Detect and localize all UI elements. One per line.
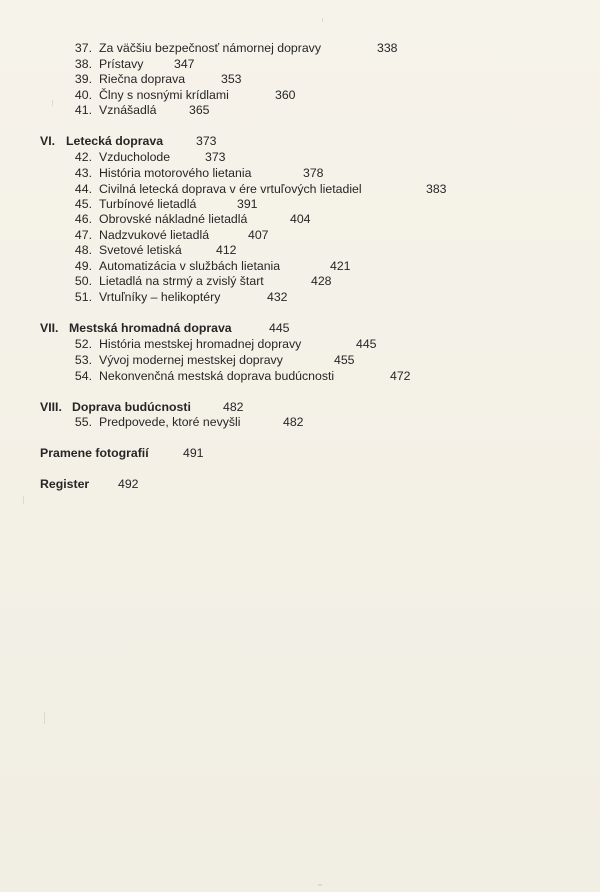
entry-number: 41.	[74, 103, 92, 117]
entry-title: Nekonvenčná mestská doprava budúcnosti	[99, 369, 335, 383]
entry-number: 55.	[74, 415, 92, 429]
entry-number: 53.	[74, 353, 92, 367]
entry-page-number: 347	[174, 57, 195, 71]
section-title: Mestská hromadná doprava	[69, 321, 232, 335]
entry-number: 44.	[74, 182, 92, 196]
entry-title: Lietadlá na strmý a zvislý štart	[99, 274, 264, 288]
back-matter-page-number: 492	[118, 477, 139, 491]
entry-page-number: 365	[189, 103, 210, 117]
section-page-number: 373	[196, 134, 217, 148]
paper-speck	[23, 496, 24, 504]
paper-speck	[44, 712, 45, 724]
entry-title: Predpovede, ktoré nevyšli	[99, 415, 241, 429]
entry-page-number: 472	[390, 369, 411, 383]
entry-page-number: 373	[205, 150, 226, 164]
section-page-number: 482	[223, 400, 244, 414]
entry-page-number: 407	[248, 228, 269, 242]
entry-title: História motorového lietania	[99, 166, 252, 180]
entry-page-number: 378	[303, 166, 324, 180]
entry-title: Turbínové lietadlá	[99, 197, 197, 211]
entry-title: Vrtuľníky – helikoptéry	[99, 290, 221, 304]
entry-number: 40.	[74, 88, 92, 102]
entry-number: 50.	[74, 274, 92, 288]
section-roman-numeral: VI.	[40, 134, 56, 148]
section-roman-numeral: VII.	[40, 321, 59, 335]
entry-title: História mestskej hromadnej dopravy	[99, 337, 302, 351]
entry-title: Člny s nosnými krídlami	[99, 88, 229, 102]
entry-title: Riečna doprava	[99, 72, 186, 86]
entry-title: Automatizácia v službách lietania	[99, 259, 281, 273]
paper-speck	[52, 100, 53, 106]
entry-page-number: 432	[267, 290, 288, 304]
entry-number: 49.	[74, 259, 92, 273]
back-matter-page-number: 491	[183, 446, 204, 460]
entry-number: 42.	[74, 150, 92, 164]
entry-page-number: 360	[275, 88, 296, 102]
section-roman-numeral: VIII.	[40, 400, 62, 414]
entry-title: Civilná letecká doprava v ére vrtuľových lietadiel	[99, 182, 362, 196]
entry-page-number: 338	[377, 41, 398, 55]
entry-number: 47.	[74, 228, 92, 242]
entry-page-number: 383	[426, 182, 447, 196]
back-matter-title: Pramene fotografií	[40, 446, 149, 460]
entry-number: 54.	[74, 369, 92, 383]
entry-page-number: 353	[221, 72, 242, 86]
entry-page-number: 428	[311, 274, 332, 288]
entry-title: Za väčšiu bezpečnosť námornej dopravy	[99, 41, 321, 55]
entry-page-number: 391	[237, 197, 258, 211]
entry-title: Vzducholode	[99, 150, 171, 164]
entry-number: 52.	[74, 337, 92, 351]
section-page-number: 445	[269, 321, 290, 335]
section-title: Letecká doprava	[66, 134, 164, 148]
section-title: Doprava budúcnosti	[72, 400, 191, 414]
entry-title: Obrovské nákladné lietadlá	[99, 212, 248, 226]
entry-number: 51.	[74, 290, 92, 304]
entry-title: Vývoj modernej mestskej dopravy	[99, 353, 283, 367]
back-matter-title: Register	[40, 477, 90, 491]
entry-page-number: 482	[283, 415, 304, 429]
entry-title: Prístavy	[99, 57, 144, 71]
entry-page-number: 412	[216, 243, 237, 257]
entry-title: Nadzvukové lietadlá	[99, 228, 210, 242]
entry-title: Vznášadlá	[99, 103, 157, 117]
entry-number: 39.	[74, 72, 92, 86]
entry-page-number: 445	[356, 337, 377, 351]
entry-number: 46.	[74, 212, 92, 226]
entry-page-number: 455	[334, 353, 355, 367]
entry-number: 48.	[74, 243, 92, 257]
entry-number: 38.	[74, 57, 92, 71]
paper-speck	[322, 18, 323, 22]
entry-number: 43.	[74, 166, 92, 180]
entry-number: 37.	[74, 41, 92, 55]
entry-page-number: 404	[290, 212, 311, 226]
paper-speck	[318, 884, 322, 886]
entry-title: Svetové letiská	[99, 243, 182, 257]
entry-number: 45.	[74, 197, 92, 211]
entry-page-number: 421	[330, 259, 351, 273]
